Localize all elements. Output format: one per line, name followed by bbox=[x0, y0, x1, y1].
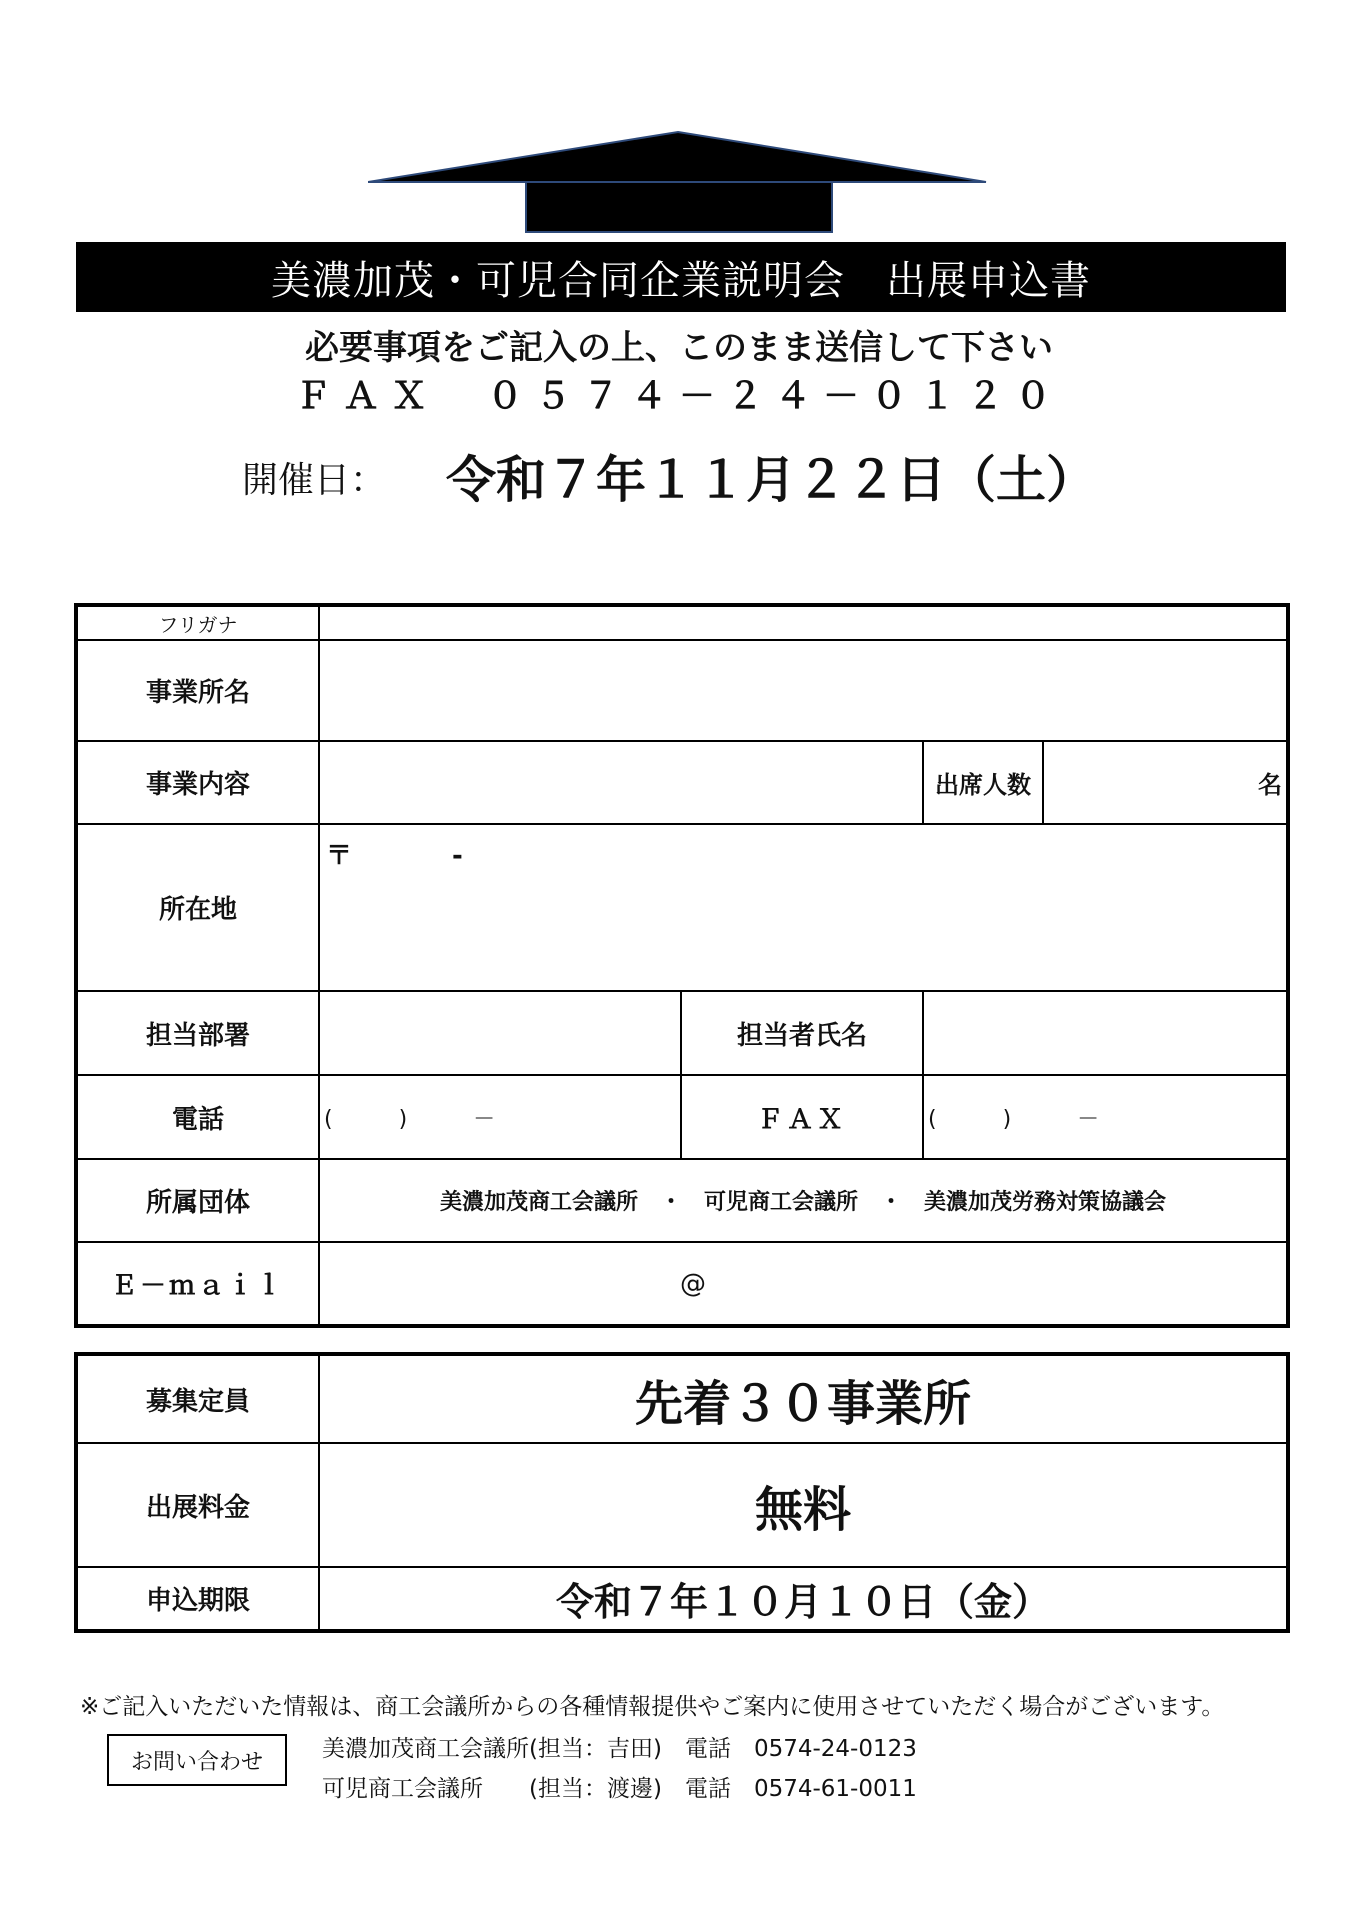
fee-label: 出展料金 bbox=[77, 1443, 319, 1567]
address-label: 所在地 bbox=[77, 824, 319, 991]
address-input[interactable] bbox=[319, 824, 1287, 991]
instruction-text: 必要事項をご記入の上、このまま送信して下さい bbox=[305, 328, 1053, 368]
privacy-notice: ※ご記入いただいた情報は、商工会議所からの各種情報提供やご案内に使用させていただく場合がございます。 bbox=[80, 1694, 1225, 1720]
fax-input[interactable]: ( ) － bbox=[923, 1075, 1287, 1159]
summary-table bbox=[76, 1354, 1288, 1631]
arrow-up-icon bbox=[368, 130, 988, 234]
postal-dash: - bbox=[452, 841, 463, 871]
phone-label: 電話 bbox=[77, 1075, 319, 1159]
event-date-label: 開催日： bbox=[242, 460, 387, 501]
department-label: 担当部署 bbox=[77, 991, 319, 1075]
furigana-input[interactable] bbox=[319, 606, 1287, 640]
contact-person-input[interactable] bbox=[923, 991, 1287, 1075]
department-input[interactable] bbox=[319, 991, 681, 1075]
fee-value: 無料 bbox=[319, 1443, 1287, 1567]
event-date: 令和７年１１月２２日（土） bbox=[446, 451, 1096, 509]
business-name-input[interactable] bbox=[319, 640, 1287, 741]
business-content-label: 事業内容 bbox=[77, 741, 319, 824]
capacity-value: 先着３０事業所 bbox=[319, 1355, 1287, 1443]
furigana-label: フリガナ bbox=[77, 606, 319, 640]
email-label: Ｅ－ｍａｉｌ bbox=[77, 1242, 319, 1325]
application-form-table bbox=[76, 605, 1288, 1326]
affiliation-label: 所属団体 bbox=[77, 1159, 319, 1242]
contact-box: お問い合わせ bbox=[107, 1734, 287, 1786]
fax-label: ＦＡＸ bbox=[681, 1075, 923, 1159]
fax-number: ＦＡＸ ０５７４－２４－０１２０ bbox=[294, 376, 1063, 417]
contact-person-label: 担当者氏名 bbox=[681, 991, 923, 1075]
capacity-label: 募集定員 bbox=[77, 1355, 319, 1443]
attendees-label: 出席人数 bbox=[923, 741, 1043, 824]
deadline-label: 申込期限 bbox=[77, 1567, 319, 1630]
affiliation-options[interactable]: 美濃加茂商工会議所 ・ 可児商工会議所 ・ 美濃加茂労務対策協議会 bbox=[319, 1159, 1287, 1242]
email-input[interactable] bbox=[319, 1242, 1287, 1325]
postal-mark: 〒 bbox=[326, 841, 353, 871]
email-at-sign: @ bbox=[680, 1268, 706, 1299]
phone-input[interactable]: ( ) － bbox=[319, 1075, 681, 1159]
attendees-input[interactable] bbox=[1043, 741, 1287, 824]
business-content-input[interactable] bbox=[319, 741, 923, 824]
form-title: 美濃加茂・可児合同企業説明会 出展申込書 bbox=[76, 242, 1286, 312]
deadline-value: 令和７年１０月１０日（金） bbox=[319, 1567, 1287, 1630]
business-name-label: 事業所名 bbox=[77, 640, 319, 741]
contact-minokamo: 美濃加茂商工会議所(担当：吉田) 電話 0574-24-0123 bbox=[322, 1736, 917, 1762]
attendees-unit: 名 bbox=[1258, 771, 1282, 799]
contact-kani: 可児商工会議所 (担当：渡邊) 電話 0574-61-0011 bbox=[322, 1776, 917, 1802]
